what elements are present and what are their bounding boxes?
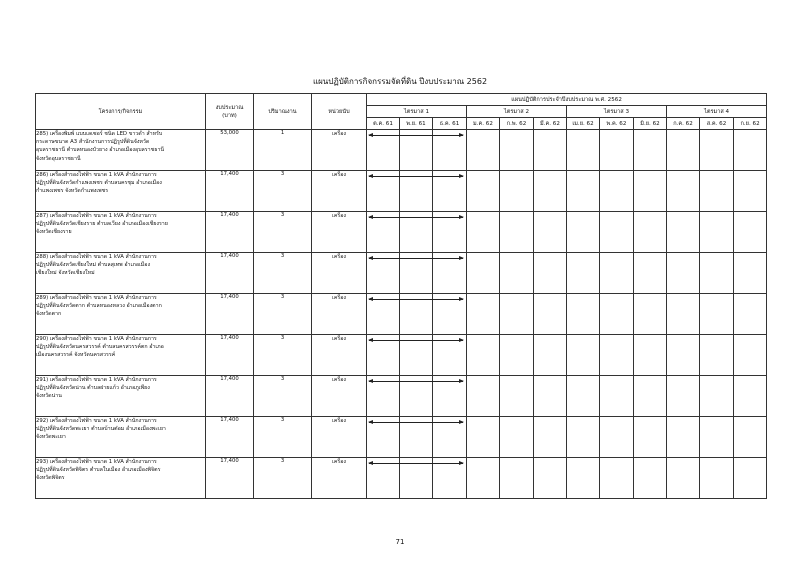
month-cell [734, 335, 767, 376]
month-cell [467, 417, 500, 458]
month-cell [534, 253, 567, 294]
unit-cell: เครื่อง [312, 335, 367, 376]
month-header: มี.ค. 62 [534, 118, 567, 130]
month-cell [634, 294, 667, 335]
quarter-header: ไตรมาส 3 [567, 106, 667, 118]
project-cell [36, 417, 206, 458]
month-cell [367, 253, 400, 294]
arrow-head-left-icon [368, 420, 373, 424]
month-cell [667, 417, 700, 458]
project-text-line: เมืองนครสวรรค์ จังหวัดนครสวรรค์ [36, 352, 116, 359]
month-cell [600, 417, 634, 458]
month-header: พ.ค. 62 [600, 118, 634, 130]
month-cell [700, 335, 734, 376]
month-cell [734, 171, 767, 212]
month-cell [634, 253, 667, 294]
month-cell [400, 376, 433, 417]
month-cell [567, 253, 600, 294]
month-header: ส.ค. 62 [700, 118, 734, 130]
month-cell [734, 130, 767, 171]
project-cell [36, 335, 206, 376]
table-row [36, 335, 767, 376]
month-cell [700, 376, 734, 417]
arrow-head-left-icon [368, 133, 373, 137]
month-cell [500, 376, 534, 417]
month-cell [367, 130, 400, 171]
month-cell [467, 253, 500, 294]
month-cell [433, 335, 467, 376]
quarter-header: ไตรมาส 1 [367, 106, 467, 118]
budget-column-header [206, 94, 254, 130]
project-text-line: จังหวัดอุบลราชธานี [36, 155, 81, 162]
budget-cell: 17,400 [206, 417, 254, 458]
table-row [36, 458, 767, 499]
budget-header-line2: (บาท) [222, 112, 237, 119]
month-cell [367, 294, 400, 335]
quantity-cell: 3 [254, 253, 312, 294]
budget-cell: 17,400 [206, 253, 254, 294]
project-cell [36, 376, 206, 417]
month-cell [433, 294, 467, 335]
month-cell [400, 212, 433, 253]
month-cell [500, 458, 534, 499]
month-cell [700, 253, 734, 294]
action-plan-table [35, 93, 767, 499]
month-cell [700, 417, 734, 458]
project-text-line: จังหวัดน่าน [36, 393, 62, 400]
plan-header: แผนปฏิบัติการประจำปีงบประมาณ พ.ศ. 2562 [367, 94, 767, 106]
budget-header-line1: งบประมาณ [215, 104, 244, 111]
budget-cell: 17,400 [206, 294, 254, 335]
month-cell [467, 335, 500, 376]
budget-cell: 17,400 [206, 335, 254, 376]
month-cell [734, 458, 767, 499]
table-body [36, 130, 767, 499]
month-header: ก.พ. 62 [500, 118, 534, 130]
month-cell [433, 417, 467, 458]
unit-cell: เครื่อง [312, 130, 367, 171]
project-text-line: ปฏิรูปที่ดินจังหวัดเชียงราย ตำบลเวียง อำเภอเมืองเชียงราย [36, 221, 168, 228]
month-cell [667, 253, 700, 294]
project-cell [36, 171, 206, 212]
page-number: 71 [395, 538, 405, 546]
month-cell [500, 294, 534, 335]
project-text-line: 289) เครื่องสำรองไฟฟ้า ขนาด 1 kVA สำนักงานการ [36, 295, 157, 301]
unit-cell: เครื่อง [312, 458, 367, 499]
arrow-head-left-icon [368, 379, 373, 383]
budget-cell: 17,400 [206, 376, 254, 417]
project-text-line: ปฏิรูปที่ดินจังหวัดกำแพงเพชร ตำบลนครชุม อำเภอเมือง [36, 180, 162, 187]
month-cell [567, 335, 600, 376]
month-cell [433, 376, 467, 417]
project-text-line: ปฏิรูปที่ดินจังหวัดนครสวรรค์ ตำบลนครสวรรค์ตก อำเภอ [36, 344, 164, 351]
unit-cell: เครื่อง [312, 417, 367, 458]
month-cell [600, 212, 634, 253]
month-cell [534, 130, 567, 171]
project-text-line: ปฏิรูปที่ดินจังหวัดเชียงใหม่ ตำบลสุเทพ อำเภอเมือง [36, 262, 151, 269]
month-cell [367, 458, 400, 499]
month-header: ก.ย. 62 [734, 118, 767, 130]
month-cell [634, 376, 667, 417]
quantity-cell: 3 [254, 294, 312, 335]
month-cell [367, 417, 400, 458]
month-cell [467, 212, 500, 253]
month-cell [400, 458, 433, 499]
month-cell [734, 417, 767, 458]
month-cell [667, 458, 700, 499]
month-cell [534, 294, 567, 335]
month-cell [400, 417, 433, 458]
quantity-cell: 3 [254, 417, 312, 458]
project-text-line: อุบลราชธานี ตำบลหนองบัวยาง อำเภอเมืองอุบลราชธานี [36, 147, 165, 154]
quantity-cell: 3 [254, 376, 312, 417]
month-cell [467, 376, 500, 417]
month-cell [433, 253, 467, 294]
month-cell [567, 417, 600, 458]
project-text-line: จังหวัดพะเยา [36, 434, 66, 441]
month-cell [634, 458, 667, 499]
month-cell [600, 130, 634, 171]
month-header: มิ.ย. 62 [634, 118, 667, 130]
month-cell [500, 130, 534, 171]
budget-cell: 17,400 [206, 458, 254, 499]
unit-cell: เครื่อง [312, 376, 367, 417]
month-cell [433, 171, 467, 212]
month-cell [600, 171, 634, 212]
arrow-head-left-icon [368, 297, 373, 301]
month-cell [467, 458, 500, 499]
month-cell [534, 171, 567, 212]
month-cell [567, 294, 600, 335]
month-cell [400, 171, 433, 212]
table-row [36, 130, 767, 171]
month-cell [534, 458, 567, 499]
project-column-header: โครงการ/กิจกรรม [36, 94, 206, 130]
budget-cell: 17,400 [206, 212, 254, 253]
page-title: แผนปฏิบัติการกิจกรรมจัดที่ดิน ปีงบประมาณ 2562 [312, 77, 488, 86]
month-cell [500, 253, 534, 294]
month-header: ธ.ค. 61 [433, 118, 467, 130]
quantity-cell: 3 [254, 458, 312, 499]
project-text-line: ปฏิรูปที่ดินจังหวัดน่าน ตำบลฝายแก้ว อำเภอภูเพียง [36, 385, 150, 392]
quarter-header: ไตรมาส 4 [667, 106, 767, 118]
arrow-head-left-icon [368, 215, 373, 219]
month-cell [534, 417, 567, 458]
project-text-line: 285) เครื่องพิมพ์ แบบเลเซอร์ ชนิด LED ขาวดำ สำหรับ [36, 131, 163, 137]
month-header: เม.ย. 62 [567, 118, 600, 130]
quantity-column-header: ปริมาณงาน [254, 94, 312, 130]
month-cell [634, 417, 667, 458]
month-cell [734, 294, 767, 335]
month-cell [667, 335, 700, 376]
project-text-line: ปฏิรูปที่ดินจังหวัดพะเยา ตำบลบ้านต๋อม อำเภอเมืองพะเยา [36, 426, 166, 433]
project-text-line: จังหวัดตาก [36, 311, 62, 318]
month-cell [467, 294, 500, 335]
month-cell [534, 376, 567, 417]
unit-cell: เครื่อง [312, 171, 367, 212]
month-cell [433, 212, 467, 253]
month-cell [567, 130, 600, 171]
month-cell [600, 458, 634, 499]
month-cell [433, 458, 467, 499]
month-cell [400, 130, 433, 171]
month-cell [634, 130, 667, 171]
month-cell [667, 130, 700, 171]
project-text-line: 292) เครื่องสำรองไฟฟ้า ขนาด 1 kVA สำนักงานการ [36, 418, 157, 424]
month-cell [700, 458, 734, 499]
month-cell [400, 294, 433, 335]
project-cell [36, 294, 206, 335]
project-cell [36, 458, 206, 499]
arrow-head-left-icon [368, 256, 373, 260]
month-cell [634, 335, 667, 376]
month-cell [734, 212, 767, 253]
month-header: ก.ค. 62 [667, 118, 700, 130]
table-row [36, 253, 767, 294]
month-cell [567, 376, 600, 417]
month-cell [567, 212, 600, 253]
table-row [36, 212, 767, 253]
month-cell [400, 335, 433, 376]
month-cell [567, 458, 600, 499]
budget-cell: 53,000 [206, 130, 254, 171]
project-text-line: ปฏิรูปที่ดินจังหวัดพิจิตร ตำบลในเมือง อำเภอเมืองพิจิตร [36, 467, 161, 474]
arrow-head-left-icon [368, 461, 373, 465]
month-cell [433, 130, 467, 171]
month-cell [367, 335, 400, 376]
unit-cell: เครื่อง [312, 294, 367, 335]
month-cell [534, 335, 567, 376]
quantity-cell: 3 [254, 212, 312, 253]
month-cell [700, 294, 734, 335]
project-text-line: 291) เครื่องสำรองไฟฟ้า ขนาด 1 kVA สำนักงานการ [36, 377, 157, 383]
quantity-cell: 3 [254, 171, 312, 212]
project-text-line: 290) เครื่องสำรองไฟฟ้า ขนาด 1 kVA สำนักงานการ [36, 336, 157, 342]
month-cell [667, 294, 700, 335]
month-cell [600, 253, 634, 294]
month-header: พ.ย. 61 [400, 118, 433, 130]
table-row [36, 171, 767, 212]
month-cell [734, 376, 767, 417]
arrow-head-left-icon [368, 338, 373, 342]
month-cell [367, 376, 400, 417]
month-cell [734, 253, 767, 294]
project-text-line: 287) เครื่องสำรองไฟฟ้า ขนาด 1 kVA สำนักงานการ [36, 213, 157, 219]
project-text-line: เชียงใหม่ จังหวัดเชียงใหม่ [36, 270, 95, 277]
unit-cell: เครื่อง [312, 253, 367, 294]
month-cell [600, 294, 634, 335]
unit-cell: เครื่อง [312, 212, 367, 253]
month-cell [667, 376, 700, 417]
quantity-cell: 1 [254, 130, 312, 171]
table-row [36, 417, 767, 458]
month-cell [634, 171, 667, 212]
month-cell [600, 335, 634, 376]
month-cell [567, 171, 600, 212]
month-cell [600, 376, 634, 417]
month-header: ต.ค. 61 [367, 118, 400, 130]
project-text-line: กระดาษขนาด A3 สำนักงานการปฏิรูปที่ดินจังหวัด [36, 139, 150, 146]
month-cell [500, 417, 534, 458]
project-text-line: 286) เครื่องสำรองไฟฟ้า ขนาด 1 kVA สำนักงานการ [36, 172, 157, 178]
quantity-cell: 3 [254, 335, 312, 376]
month-header: ม.ค. 62 [467, 118, 500, 130]
project-text-line: กำแพงเพชร จังหวัดกำแพงเพชร [36, 188, 109, 195]
project-cell [36, 130, 206, 171]
month-cell [367, 171, 400, 212]
month-cell [700, 171, 734, 212]
month-cell [400, 253, 433, 294]
quarter-header: ไตรมาส 2 [467, 106, 567, 118]
month-cell [534, 212, 567, 253]
project-cell [36, 212, 206, 253]
project-text-line: 293) เครื่องสำรองไฟฟ้า ขนาด 1 kVA สำนักงานการ [36, 459, 157, 465]
month-cell [467, 130, 500, 171]
table-row [36, 376, 767, 417]
project-text-line: 288) เครื่องสำรองไฟฟ้า ขนาด 1 kVA สำนักงานการ [36, 254, 157, 260]
unit-column-header: หน่วยนับ [312, 94, 367, 130]
month-cell [700, 130, 734, 171]
month-cell [667, 171, 700, 212]
month-cell [467, 171, 500, 212]
project-text-line: ปฏิรูปที่ดินจังหวัดตาก ตำบลหนองหลวง อำเภอเมืองตาก [36, 303, 162, 310]
table-row [36, 294, 767, 335]
month-cell [667, 212, 700, 253]
project-text-line: จังหวัดพิจิตร [36, 475, 65, 482]
month-cell [500, 335, 534, 376]
budget-cell: 17,400 [206, 171, 254, 212]
month-cell [634, 212, 667, 253]
project-text-line: จังหวัดเชียงราย [36, 229, 72, 236]
month-cell [367, 212, 400, 253]
month-cell [500, 212, 534, 253]
project-cell [36, 253, 206, 294]
month-cell [500, 171, 534, 212]
month-cell [700, 212, 734, 253]
arrow-head-left-icon [368, 174, 373, 178]
